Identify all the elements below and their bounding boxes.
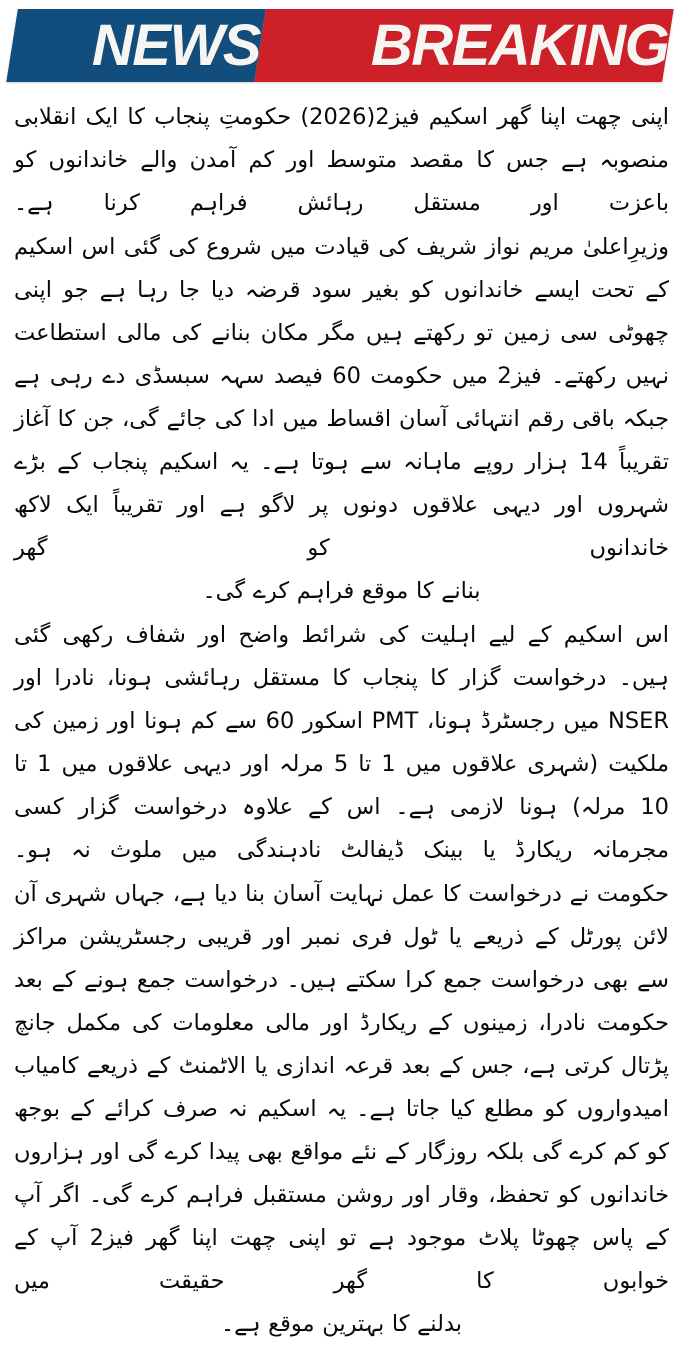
banner-news-label: NEWS [92,12,260,78]
paragraph-text: اس اسکیم کے لیے اہلیت کی شرائط واضح اور شفاف رکھی گئی ہیں۔ درخواست گزار کا پنجاب کا مستقل رہائشی ہونا، نادرا اور NSER میں رجسٹرڈ ہونا، PMT اسکور 60 سے کم ہونا اور زمین کی ملکیت (شہری علاقوں میں 1 تا 5 مرلہ اور دیہی علاقوں میں 1 تا 10 مرلہ) ہونا لازمی ہے۔ اس کے علاوہ درخواست گزار کسی مجرمانہ ریکارڈ یا بینک ڈیفالٹ نادہندگی میں ملوث نہ ہو۔ [14,622,670,863]
banner-breaking-label: BREAKING [370,12,668,78]
banner-red-segment [254,9,674,82]
article-paragraph-loan-and-subsidy [14,226,669,613]
paragraph-text: اپنی چھت اپنا گھر اسکیم فیز2(2026) حکومتِ پنجاب کا ایک انقلابی منصوبہ ہے جس کا مقصد متوسط اور کم آمدن والے خاندانوں کو باعزت اور مستقل رہائش فراہم کرنا ہے۔ [14,104,669,216]
paragraph-text: وزیرِاعلیٰ مریم نواز شریف کی قیادت میں شروع کی گئی اس اسکیم کے تحت ایسے خاندانوں کو بغیر سود قرضہ دیا جا رہا ہے جو اپنی چھوٹی سی زمین تو رکھتے ہیں مگر مکان بنانے کی مالی استطاعت نہیں رکھتے۔ فیز2 میں حکومت 60 فیصد سہہ سبسڈی دے رہی ہے جبکہ باقی رقم انتہائی آسان اقساط میں ادا کی جائے گی، جن کا آغاز تقریباً 14 ہزار روپے ماہانہ سے ہوتا ہے۔ یہ اسکیم پنجاب کے بڑے شہروں اور دیہی علاقوں دونوں پر لاگو ہے اور تقریباً ایک لاکھ خاندانوں کو گھر [14,234,670,561]
paragraph-text: حکومت نے درخواست کا عمل نہایت آسان بنا دیا ہے، جہاں شہری آن لائن پورٹل کے ذریعے یا ٹول فری نمبر اور قریبی رجسٹریشن مراکز سے بھی درخواست جمع کرا سکتے ہیں۔ درخواست جمع ہونے کے بعد حکومت نادرا، زمینوں کے ریکارڈ اور مالی معلومات کی مکمل جانچ پڑتال کرتی ہے، جس کے بعد قرعہ اندازی یا الاٹمنٹ کے ذریعے کامیاب امیدواروں کو مطلع کیا جاتا ہے۔ یہ اسکیم نہ صرف کرائے کے بوجھ کو کم کرے گی بلکہ روزگار کے نئے مواقع بھی پیدا کرے گی اور ہزاروں خاندانوں کو تحفظ، وقار اور روشن مستقبل فراہم کرے گی۔ اگر آپ کے پاس چھوٹا پلاٹ موجود ہے تو اپنی چھت اپنا گھر فیز2 آپ کے خوابوں کا گھر حقیقت میں [14,881,669,1294]
banner-parallelogram [6,9,674,82]
article-paragraph-eligibility [14,614,669,872]
banner-blue-segment [6,9,266,82]
paragraph-tail-line: بنانے کا موقع فراہم کرے گی۔ [202,578,481,604]
article-paragraph-intro [14,96,669,225]
paragraph-tail-line: بدلنے کا بہترین موقع ہے۔ [220,1311,463,1337]
article-body [0,96,683,1346]
article-paragraph-application-process [14,873,669,1346]
breaking-news-banner [0,0,683,92]
